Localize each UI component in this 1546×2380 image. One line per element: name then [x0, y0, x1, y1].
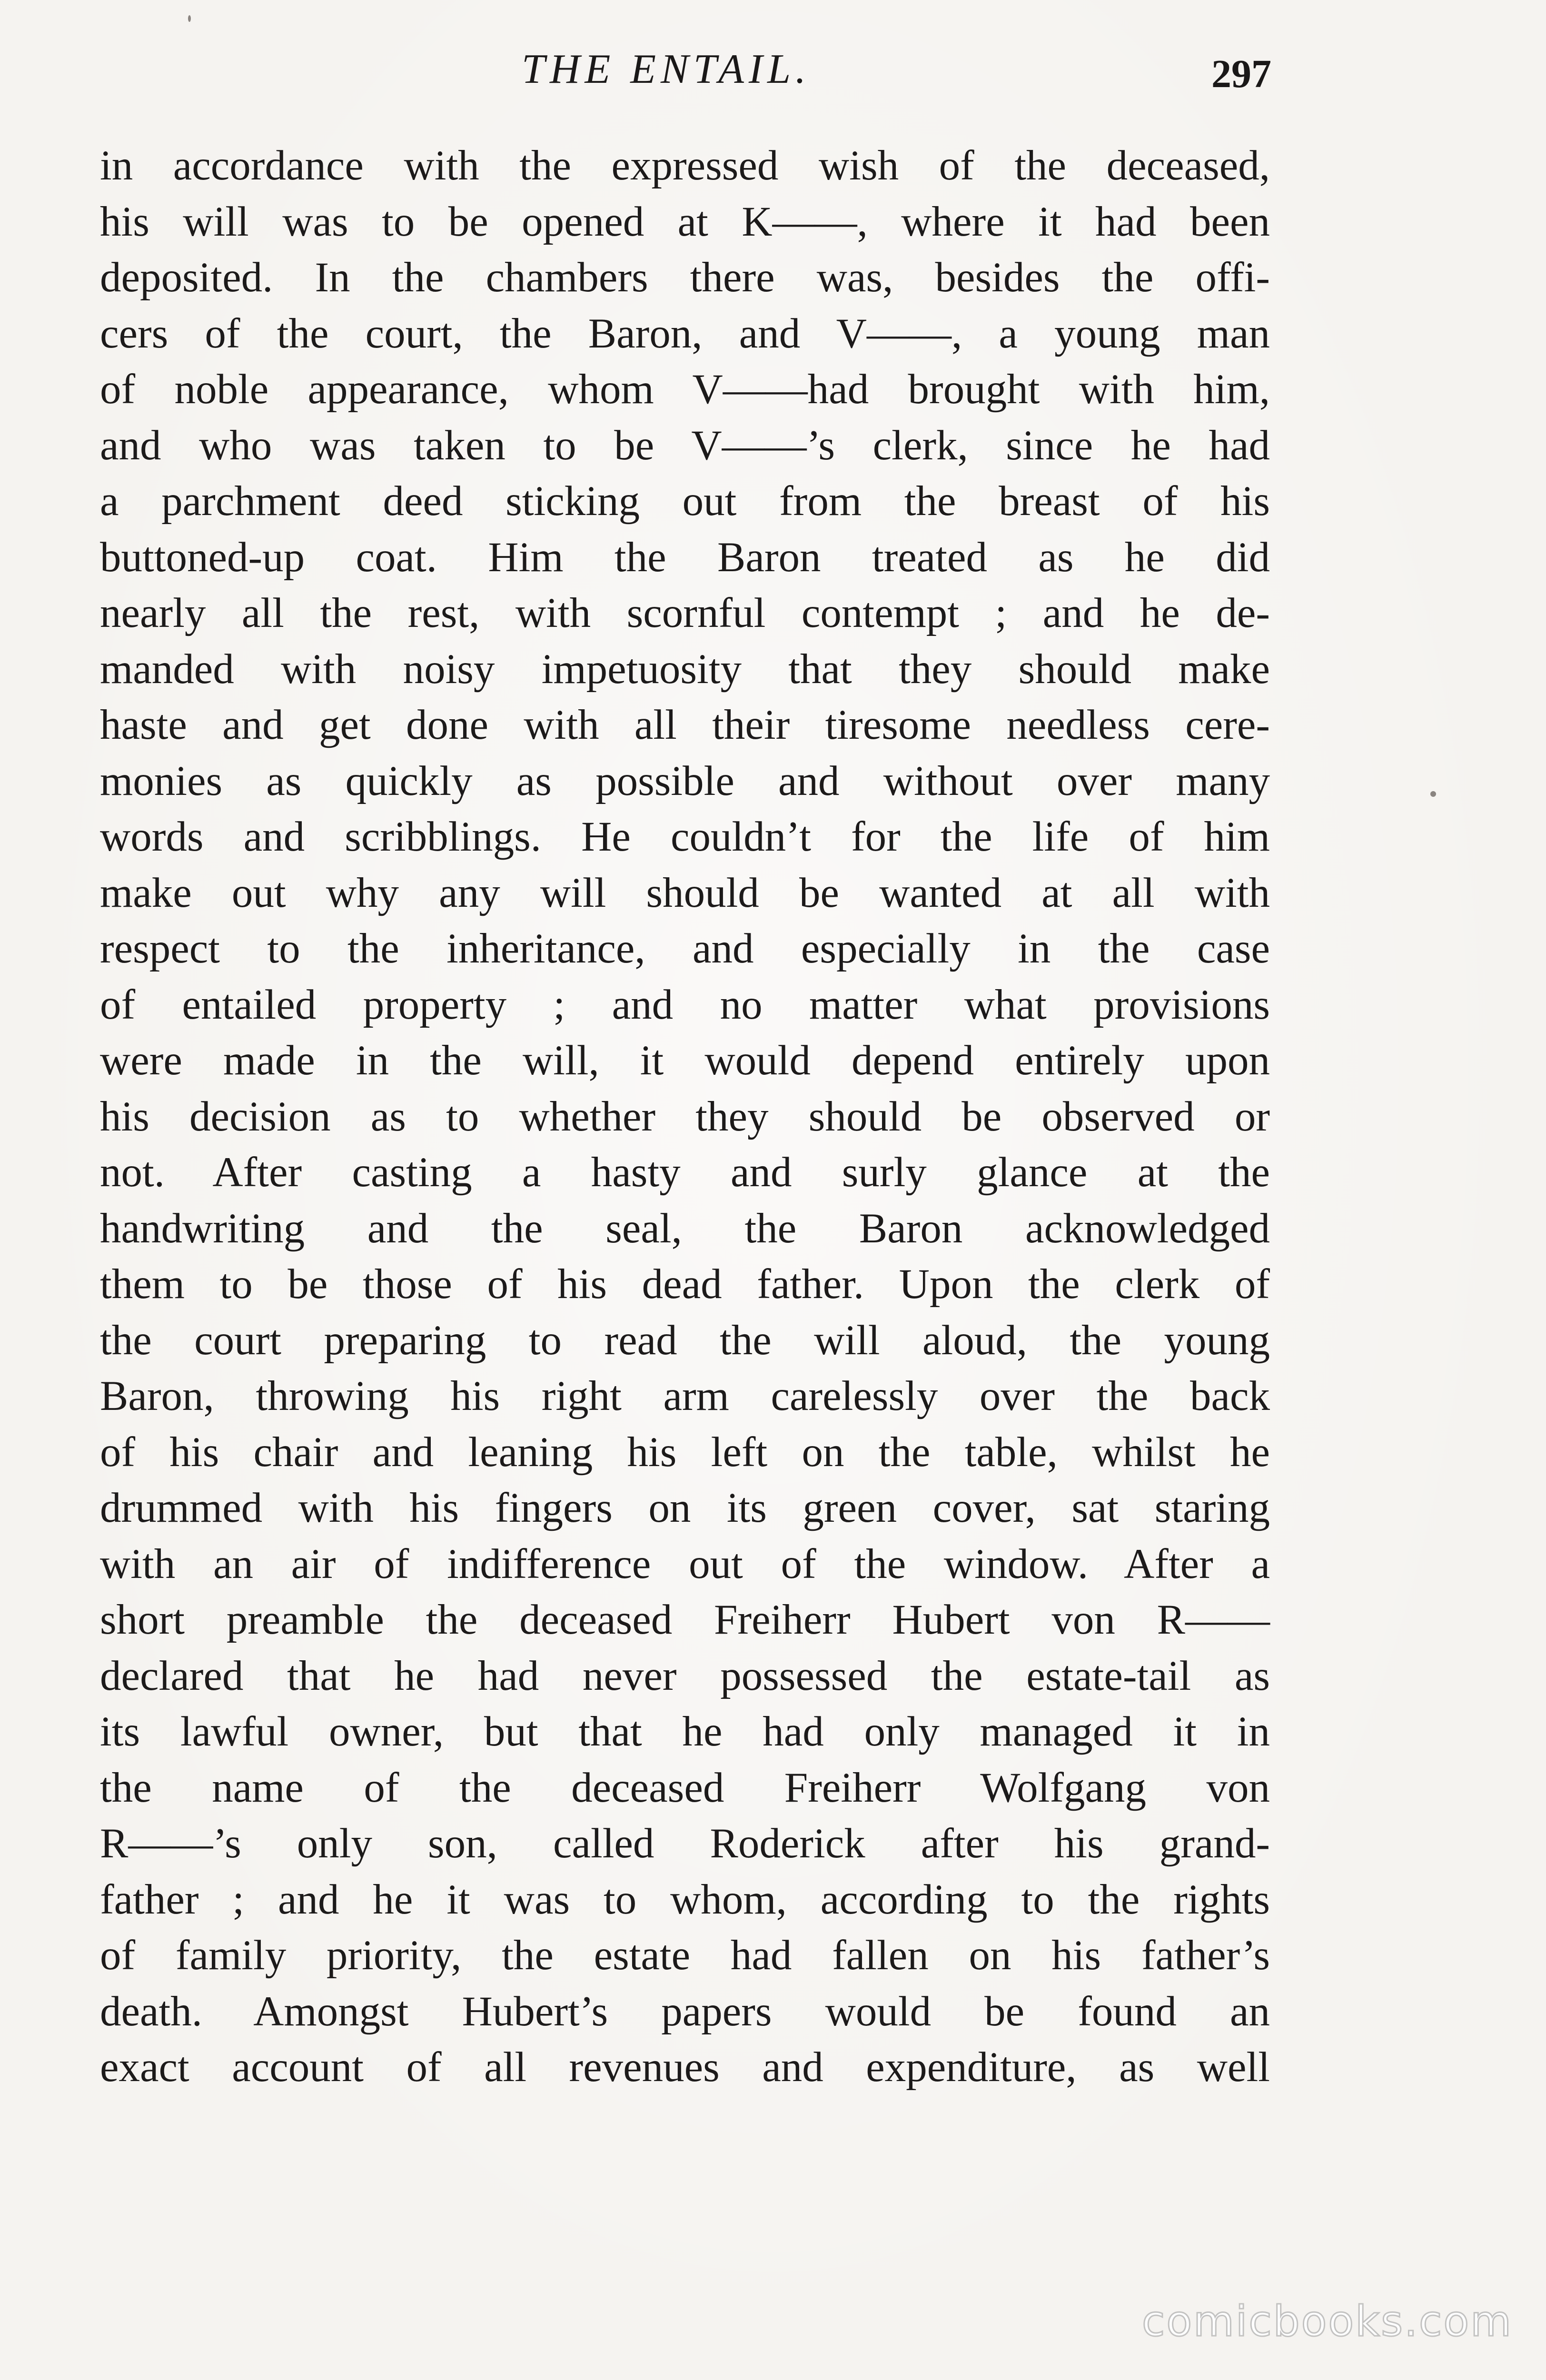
text-line: of entailed property ; and no matter what provisions — [100, 981, 1270, 1028]
text-line: R——’s only son, called Roderick after his grand- — [100, 1820, 1270, 1867]
text-line: with an air of indifference out of the window. After a — [100, 1540, 1270, 1587]
watermark: comicbooks.com — [1141, 2297, 1513, 2346]
text-line: cers of the court, the Baron, and V——, a young man — [100, 310, 1270, 357]
text-line: monies as quickly as possible and without over many — [100, 757, 1270, 804]
body-text — [100, 138, 1270, 2096]
text-line: its lawful owner, but that he had only managed it in — [100, 1708, 1270, 1755]
text-line: the court preparing to read the will aloud, the young — [100, 1317, 1270, 1364]
text-line: in accordance with the expressed wish of the deceased, — [100, 142, 1270, 189]
text-line: haste and get done with all their tiresome needless cere- — [100, 702, 1270, 748]
text-line: respect to the inheritance, and especially in the case — [100, 925, 1270, 972]
text-line: of noble appearance, whom V——had brought with him, — [100, 366, 1270, 413]
text-line: were made in the will, it would depend entirely upon — [100, 1037, 1270, 1084]
text-line: short preamble the deceased Freiherr Hubert von R—— — [100, 1597, 1270, 1643]
text-line: words and scribblings. He couldn’t for the life of him — [100, 813, 1270, 860]
page-number: 297 — [1211, 52, 1271, 96]
text-line: death. Amongst Hubert’s papers would be found an — [100, 1988, 1270, 2035]
text-line: his will was to be opened at K——, where it had been — [100, 198, 1270, 245]
page-header — [103, 45, 1271, 102]
text-line: of his chair and leaning his left on the table, whilst he — [100, 1428, 1270, 1476]
text-line: not. After casting a hasty and surly glance at the — [100, 1149, 1270, 1196]
text-line: handwriting and the seal, the Baron acknowledged — [100, 1205, 1270, 1252]
text-line: a parchment deed sticking out from the breast of his — [100, 478, 1270, 525]
text-line: the name of the deceased Freiherr Wolfgang von — [100, 1764, 1270, 1811]
text-line: manded with noisy impetuosity that they should make — [100, 645, 1270, 693]
text-line: declared that he had never possessed the estate-tail as — [100, 1652, 1270, 1699]
text-line: drummed with his fingers on its green cover, sat staring — [100, 1485, 1270, 1531]
text-line: them to be those of his dead father. Upon the clerk of — [100, 1261, 1270, 1308]
text-line: and who was taken to be V——’s clerk, since he had — [100, 422, 1270, 469]
text-line: father ; and he it was to whom, according to the rights — [100, 1876, 1270, 1923]
paper-speck — [188, 15, 191, 22]
text-line: exact account of all revenues and expenditure, as well — [100, 2044, 1270, 2091]
text-line: deposited. In the chambers there was, besides the offi- — [100, 254, 1270, 301]
text-line: Baron, throwing his right arm carelessly over the back — [100, 1373, 1270, 1419]
text-line: make out why any will should be wanted at all with — [100, 869, 1270, 916]
running-title: THE ENTAIL. — [522, 46, 811, 92]
text-line: of family priority, the estate had fallen on his father’s — [100, 1932, 1270, 1979]
text-line: his decision as to whether they should be observed or — [100, 1093, 1270, 1140]
text-line: buttoned-up coat. Him the Baron treated as he did — [100, 534, 1270, 581]
paper-speck — [1430, 791, 1436, 797]
text-line: nearly all the rest, with scornful contempt ; and he de- — [100, 590, 1270, 636]
